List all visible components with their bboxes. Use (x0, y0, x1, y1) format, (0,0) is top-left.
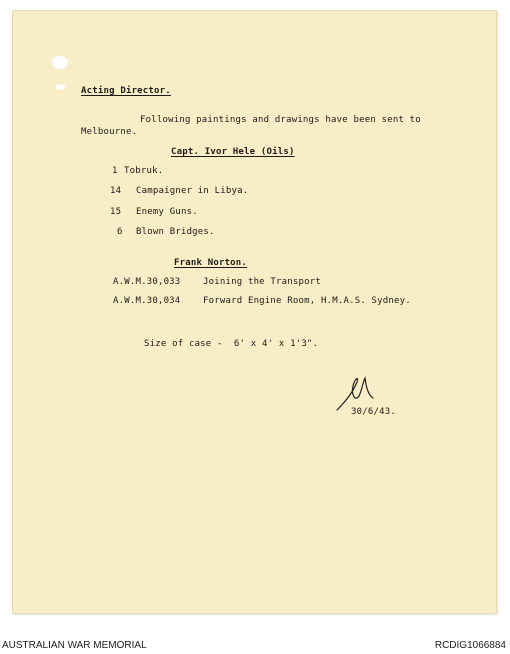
footer-credit: AUSTRALIAN WAR MEMORIAL (2, 640, 147, 651)
punched-hole (52, 56, 68, 69)
item-qty: 1 (112, 166, 118, 176)
item-ref: A.W.M.30,034 (113, 296, 181, 306)
intro-line-2: Melbourne. (81, 127, 138, 137)
item-title: Blown Bridges. (136, 227, 215, 237)
memo-date: 30/6/43. (351, 407, 396, 417)
paper-sheet (12, 10, 497, 614)
item-qty: 15 (110, 207, 122, 217)
section-title-hele: Capt. Ivor Hele (Oils) (171, 147, 295, 157)
item-title: Campaigner in Libya. (136, 186, 249, 196)
section-title-norton: Frank Norton. (174, 258, 248, 268)
item-title: Enemy Guns. (136, 207, 198, 217)
item-ref: A.W.M.30,033 (113, 277, 181, 287)
item-qty: 14 (110, 186, 122, 196)
intro-line-1: Following paintings and drawings have been sent to (140, 115, 421, 125)
case-size: Size of case - 6' x 4' x 1'3". (144, 339, 319, 349)
item-title: Tobruk. (124, 166, 164, 176)
item-qty: 6 (117, 227, 123, 237)
item-title: Joining the Transport (203, 277, 321, 287)
memo-heading: Acting Director. (81, 86, 171, 96)
footer-record-id: RCDIG1066884 (434, 640, 506, 651)
item-title: Forward Engine Room, H.M.A.S. Sydney. (203, 296, 411, 306)
punched-hole-small (56, 84, 65, 90)
